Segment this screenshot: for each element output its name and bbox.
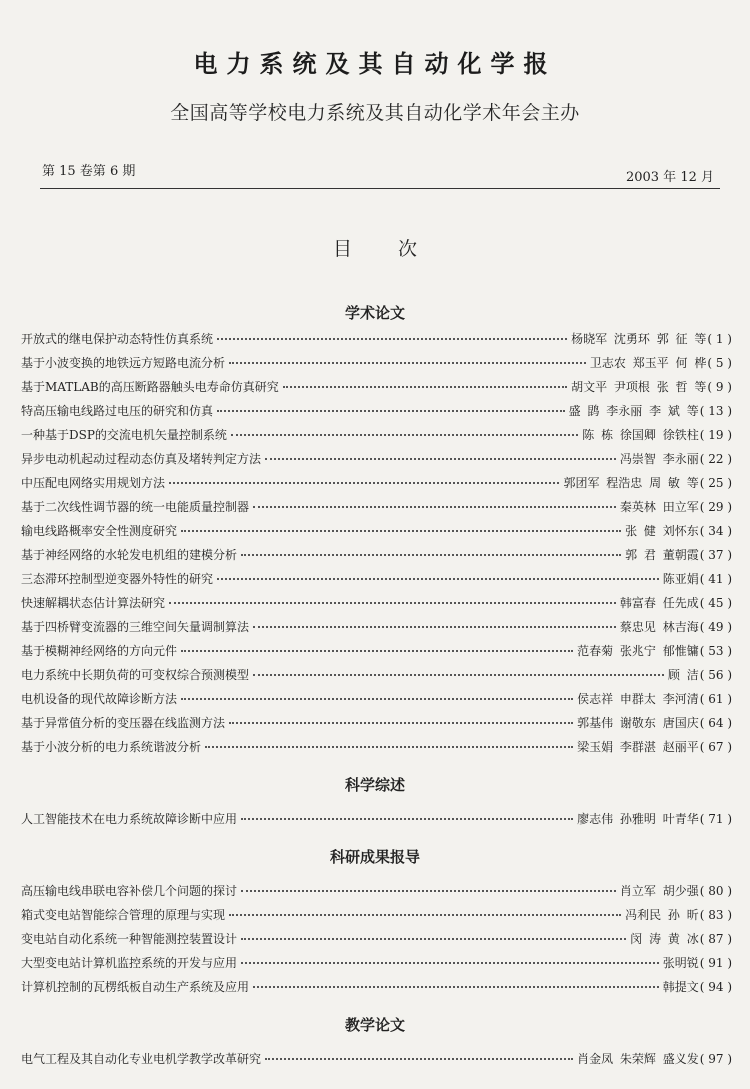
toc-entry[interactable] [21, 714, 732, 736]
entry-title: 电机设备的现代故障诊断方法 [21, 692, 178, 706]
dot-leader [169, 481, 559, 484]
entry-authors: 廖志伟 孙雅明 叶青华 [577, 812, 699, 826]
entry-page: ( 61 ) [699, 692, 732, 706]
dot-leader [181, 649, 573, 652]
entry-authors: 陈亚娟 [662, 572, 699, 586]
toc-entry[interactable] [21, 402, 732, 424]
dot-leader [265, 1057, 573, 1060]
dot-leader [241, 889, 616, 892]
entry-title: 基于小波分析的电力系统谐波分析 [21, 740, 202, 754]
entry-authors: 陈 栋 徐国卿 徐铁柱 [582, 428, 699, 442]
entry-authors: 肖立军 胡少强 [619, 884, 699, 898]
entry-title: 异步电动机起动过程动态仿真及堵转判定方法 [21, 452, 262, 466]
entry-title: 中压配电网络实用规划方法 [21, 476, 166, 490]
entry-title: 开放式的继电保护动态特性仿真系统 [21, 332, 214, 346]
journal-sponsor: 全国高等学校电力系统及其自动化学术年会主办 [170, 102, 580, 124]
toc-entry[interactable] [21, 522, 732, 544]
toc-title: 目 次 [332, 238, 418, 260]
entry-title: 人工智能技术在电力系统故障诊断中应用 [21, 812, 238, 826]
toc-entry[interactable] [21, 546, 732, 568]
entry-page: ( 71 ) [699, 812, 732, 826]
entry-title: 基于MATLAB的高压断路器触头电寿命仿真研究 [21, 380, 279, 394]
entry-authors: 郭团军 程浩忠 周 敏 等 [563, 476, 699, 490]
toc-entry[interactable] [21, 882, 732, 904]
toc-entry[interactable] [21, 378, 732, 400]
toc-entry[interactable] [21, 930, 732, 952]
toc-entry[interactable] [21, 738, 732, 760]
volume-issue: 第 15 卷第 6 期 [42, 164, 136, 179]
dot-leader [229, 721, 573, 724]
entry-title: 快速解耦状态估计算法研究 [21, 596, 166, 610]
entry-page: ( 80 ) [699, 884, 732, 898]
entry-title: 电气工程及其自动化专业电机学教学改革研究 [21, 1052, 262, 1066]
entry-authors: 郭 君 董朝霞 [625, 548, 699, 562]
entry-title: 特高压输电线路过电压的研究和仿真 [21, 404, 214, 418]
dot-leader [169, 601, 616, 604]
entry-authors: 秦英林 田立军 [619, 500, 699, 514]
toc-entry[interactable] [21, 330, 732, 352]
dot-leader [241, 817, 573, 820]
dot-leader [253, 673, 664, 676]
entry-title: 基于二次线性调节器的统一电能质量控制器 [21, 500, 250, 514]
entry-page: ( 83 ) [699, 908, 732, 922]
dot-leader [181, 697, 573, 700]
toc-entry[interactable] [21, 906, 732, 928]
entry-title: 基于小波变换的地铁远方短路电流分析 [21, 356, 226, 370]
entry-page: ( 34 ) [699, 524, 732, 538]
entry-authors: 卫志农 郑玉平 何 桦 [589, 356, 707, 370]
entry-page: ( 13 ) [699, 404, 732, 418]
entry-authors: 郭基伟 谢敬东 唐国庆 [577, 716, 699, 730]
toc-entry[interactable] [21, 666, 732, 688]
dot-leader [229, 913, 621, 916]
dot-leader [229, 361, 586, 364]
entry-page: ( 22 ) [699, 452, 732, 466]
dot-leader [253, 505, 616, 508]
entry-authors: 闵 涛 黄 冰 [630, 932, 699, 946]
entry-page: ( 5 ) [707, 356, 732, 370]
toc-entry[interactable] [21, 498, 732, 520]
issue-date: 2003 年 12 月 [625, 170, 714, 185]
entry-page: ( 91 ) [699, 956, 732, 970]
entry-page: ( 37 ) [699, 548, 732, 562]
entry-title: 基于异常值分析的变压器在线监测方法 [21, 716, 226, 730]
entry-title: 基于神经网络的水轮发电机组的建模分析 [21, 548, 238, 562]
entry-authors: 顾 洁 [667, 668, 699, 682]
toc-entry[interactable] [21, 618, 732, 640]
dot-leader [241, 961, 659, 964]
toc-entry[interactable] [21, 954, 732, 976]
entry-authors: 盛 鹍 李永丽 李 斌 等 [568, 404, 699, 418]
entry-authors: 韩提文 [662, 980, 699, 994]
entry-authors: 冯崇智 李永丽 [619, 452, 699, 466]
entry-authors: 梁玉娟 李群湛 赵丽平 [577, 740, 699, 754]
section-heading-scientific-reviews: 科学综述 [344, 776, 405, 794]
entry-page: ( 87 ) [699, 932, 732, 946]
entry-page: ( 19 ) [699, 428, 732, 442]
dot-leader [217, 577, 659, 580]
entry-page: ( 29 ) [699, 500, 732, 514]
toc-entry[interactable] [21, 570, 732, 592]
entry-title: 基于模糊神经网络的方向元件 [21, 644, 178, 658]
entry-authors: 杨晓军 沈勇环 郭 征 等 [571, 332, 707, 346]
entry-authors: 张明锐 [662, 956, 699, 970]
entry-page: ( 56 ) [699, 668, 732, 682]
entry-title: 输电线路概率安全性测度研究 [21, 524, 178, 538]
entry-page: ( 25 ) [699, 476, 732, 490]
toc-entry[interactable] [21, 810, 732, 832]
section-heading-teaching-papers: 教学论文 [344, 1016, 405, 1034]
entry-title: 变电站自动化系统一种智能测控装置设计 [21, 932, 238, 946]
entry-authors: 张 健 刘怀东 [625, 524, 699, 538]
entry-page: ( 94 ) [699, 980, 732, 994]
section-heading-research-papers: 学术论文 [344, 304, 405, 322]
toc-entry[interactable] [21, 978, 732, 1000]
dot-leader [253, 985, 659, 988]
dot-leader [217, 409, 565, 412]
entry-authors: 肖金凤 朱荣辉 盛义发 [577, 1052, 699, 1066]
toc-entry[interactable] [21, 1050, 732, 1072]
entry-page: ( 9 ) [707, 380, 732, 394]
header-divider [40, 188, 720, 189]
entry-authors: 范春菊 张兆宁 郁惟镛 [577, 644, 699, 658]
toc-entry[interactable] [21, 474, 732, 496]
dot-leader [181, 529, 621, 532]
dot-leader [265, 457, 616, 460]
entry-page: ( 64 ) [699, 716, 732, 730]
entry-title: 基于四桥臂变流器的三维空间矢量调制算法 [21, 620, 250, 634]
entry-authors: 冯利民 孙 昕 [625, 908, 699, 922]
dot-leader [241, 553, 621, 556]
dot-leader [217, 337, 567, 340]
entry-authors: 蔡忠见 林吉海 [619, 620, 699, 634]
dot-leader [205, 745, 573, 748]
dot-leader [231, 433, 578, 436]
entry-authors: 胡文平 尹项根 张 哲 等 [571, 380, 707, 394]
entry-title: 高压输电线串联电容补偿几个问题的探讨 [21, 884, 238, 898]
entry-title: 大型变电站计算机监控系统的开发与应用 [21, 956, 238, 970]
entry-authors: 侯志祥 申群太 李河清 [577, 692, 699, 706]
entry-page: ( 45 ) [699, 596, 732, 610]
entry-title: 计算机控制的瓦楞纸板自动生产系统及应用 [21, 980, 250, 994]
toc-entry[interactable] [21, 450, 732, 472]
entry-page: ( 53 ) [699, 644, 732, 658]
entry-title: 箱式变电站智能综合管理的原理与实现 [21, 908, 226, 922]
toc-entry[interactable] [21, 642, 732, 664]
entry-page: ( 49 ) [699, 620, 732, 634]
dot-leader [283, 385, 567, 388]
journal-title: 电力系统及其自动化学报 [193, 50, 557, 78]
toc-entry[interactable] [21, 690, 732, 712]
entry-title: 电力系统中长期负荷的可变权综合预测模型 [21, 668, 250, 682]
entry-title: 三态滞环控制型逆变器外特性的研究 [21, 572, 214, 586]
entry-title: 一种基于DSP的交流电机矢量控制系统 [21, 428, 227, 442]
toc-entry[interactable] [21, 426, 732, 448]
toc-entry[interactable] [21, 354, 732, 376]
entry-page: ( 97 ) [699, 1052, 732, 1066]
toc-entry[interactable] [21, 594, 732, 616]
entry-page: ( 41 ) [699, 572, 732, 586]
entry-authors: 韩富春 任先成 [619, 596, 699, 610]
entry-page: ( 67 ) [699, 740, 732, 754]
dot-leader [241, 937, 626, 940]
entry-page: ( 1 ) [707, 332, 732, 346]
section-heading-research-reports: 科研成果报导 [329, 848, 420, 866]
dot-leader [253, 625, 616, 628]
